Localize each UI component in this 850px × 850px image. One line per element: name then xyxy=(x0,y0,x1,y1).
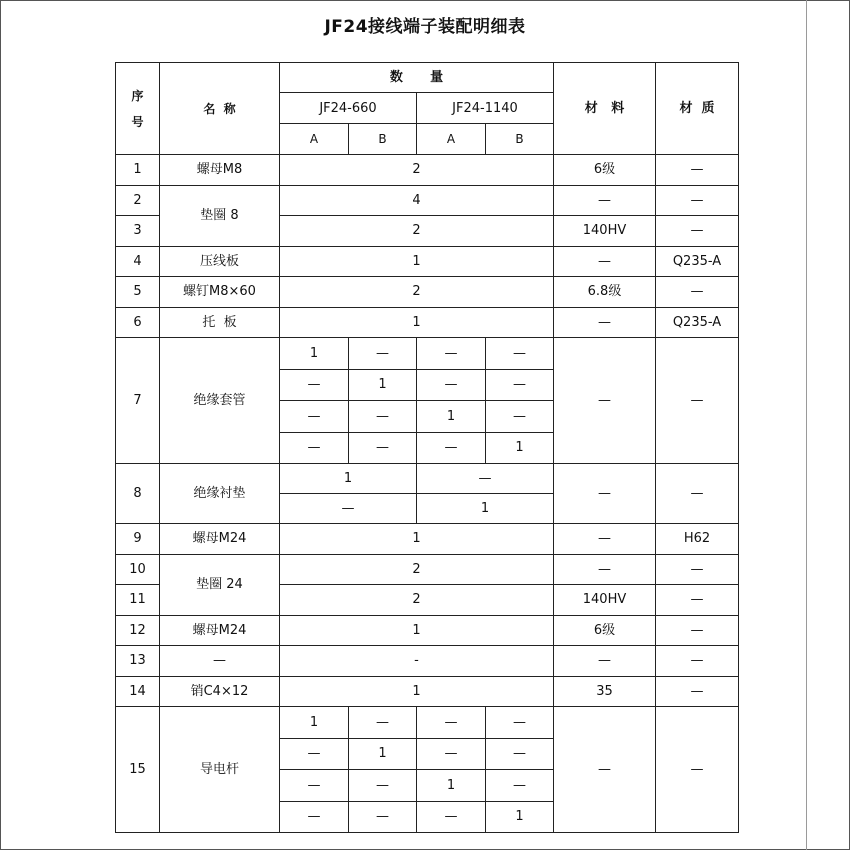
item-material: — xyxy=(554,307,656,338)
item-qty-cell: 1 xyxy=(349,738,417,770)
item-material: — xyxy=(554,524,656,555)
item-quality: Q235-A xyxy=(656,246,739,277)
item-qty-cell: — xyxy=(280,770,349,802)
item-qty: 2 xyxy=(280,277,554,308)
item-qty-cell: — xyxy=(417,338,486,370)
item-no: 6 xyxy=(116,307,160,338)
item-quality: — xyxy=(656,585,739,616)
item-qty-cell: — xyxy=(417,707,486,739)
item-material: 140HV xyxy=(554,585,656,616)
item-qty-cell: — xyxy=(417,801,486,833)
item-no: 3 xyxy=(116,216,160,247)
item-quality: — xyxy=(656,155,739,186)
item-quality: — xyxy=(656,338,739,464)
item-qty-cell: — xyxy=(486,338,554,370)
table-row xyxy=(116,277,739,308)
item-name: 销C4×12 xyxy=(160,676,280,707)
item-no: 4 xyxy=(116,246,160,277)
item-name: 压线板 xyxy=(160,246,280,277)
header-model-1140: JF24-1140 xyxy=(417,93,554,124)
table-row xyxy=(116,246,739,277)
item-qty: 1 xyxy=(280,524,554,555)
header-quality: 材 质 xyxy=(656,63,739,155)
item-material: — xyxy=(554,646,656,677)
table-row xyxy=(116,185,739,216)
item-qty: 1 xyxy=(280,615,554,646)
item-name: 螺母M24 xyxy=(160,615,280,646)
table-row xyxy=(116,646,739,677)
item-qty-cell: — xyxy=(486,401,554,433)
item-material: 6级 xyxy=(554,155,656,186)
item-qty: 1 xyxy=(280,307,554,338)
item-no: 11 xyxy=(116,585,160,616)
item-qty-cell: 1 xyxy=(417,770,486,802)
table-row xyxy=(116,307,739,338)
item-no: 5 xyxy=(116,277,160,308)
table-row xyxy=(116,464,739,494)
header-col-a: A xyxy=(280,124,349,155)
item-quality: — xyxy=(656,615,739,646)
item-no: 9 xyxy=(116,524,160,555)
item-qty-cell: 1 xyxy=(417,401,486,433)
item-qty-cell: — xyxy=(280,801,349,833)
item-no: 1 xyxy=(116,155,160,186)
table-row xyxy=(116,615,739,646)
item-qty-cell: — xyxy=(349,801,417,833)
item-qty: 1 xyxy=(280,246,554,277)
item-name: 螺母M8 xyxy=(160,155,280,186)
item-qty: 4 xyxy=(280,185,554,216)
item-name: — xyxy=(160,646,280,677)
item-quality: — xyxy=(656,646,739,677)
item-quality: Q235-A xyxy=(656,307,739,338)
item-qty-cell: — xyxy=(349,338,417,370)
item-name: 绝缘衬垫 xyxy=(160,464,280,524)
header-quantity: 数 量 xyxy=(280,63,554,93)
item-no: 8 xyxy=(116,464,160,524)
item-qty-cell: — xyxy=(280,401,349,433)
item-quality: — xyxy=(656,707,739,833)
item-material: 140HV xyxy=(554,216,656,247)
item-name: 导电杆 xyxy=(160,707,280,833)
item-qty-cell: — xyxy=(280,432,349,464)
item-qty: - xyxy=(280,646,554,677)
table-row xyxy=(116,676,739,707)
item-qty-cell: — xyxy=(349,401,417,433)
item-qty-cell: 1 xyxy=(349,369,417,401)
item-quality: — xyxy=(656,554,739,585)
item-qty-cell: — xyxy=(349,707,417,739)
binding-line xyxy=(806,0,807,850)
item-material: 6.8级 xyxy=(554,277,656,308)
item-name: 托 板 xyxy=(160,307,280,338)
item-quality: H62 xyxy=(656,524,739,555)
header-col-b: B xyxy=(349,124,417,155)
item-qty: 2 xyxy=(280,155,554,186)
item-qty-cell: — xyxy=(349,770,417,802)
item-no: 15 xyxy=(116,707,160,833)
item-no: 14 xyxy=(116,676,160,707)
item-quality: — xyxy=(656,464,739,524)
item-qty-cell: — xyxy=(486,369,554,401)
item-material: — xyxy=(554,464,656,524)
item-qty-cell: — xyxy=(417,369,486,401)
item-material: 35 xyxy=(554,676,656,707)
item-qty-cell: 1 xyxy=(280,464,417,494)
item-quality: — xyxy=(656,277,739,308)
item-no: 7 xyxy=(116,338,160,464)
table-row xyxy=(116,524,739,555)
header-col-a: A xyxy=(417,124,486,155)
item-name: 垫圈 8 xyxy=(160,185,280,246)
item-qty-cell: — xyxy=(349,432,417,464)
header-model-660: JF24-660 xyxy=(280,93,417,124)
header-material: 材 料 xyxy=(554,63,656,155)
item-qty-cell: — xyxy=(486,707,554,739)
item-material: — xyxy=(554,338,656,464)
item-qty: 2 xyxy=(280,216,554,247)
item-quality: — xyxy=(656,185,739,216)
item-qty-cell: — xyxy=(417,738,486,770)
header-name: 名 称 xyxy=(160,63,280,155)
item-qty: 2 xyxy=(280,585,554,616)
item-name: 垫圈 24 xyxy=(160,554,280,615)
item-qty-cell: 1 xyxy=(280,707,349,739)
item-name: 螺钉M8×60 xyxy=(160,277,280,308)
item-qty-cell: 1 xyxy=(280,338,349,370)
item-no: 2 xyxy=(116,185,160,216)
table-row xyxy=(116,338,739,370)
item-material: — xyxy=(554,707,656,833)
table-row xyxy=(116,155,739,186)
item-material: — xyxy=(554,246,656,277)
item-material: — xyxy=(554,554,656,585)
item-qty-cell: — xyxy=(417,432,486,464)
item-no: 13 xyxy=(116,646,160,677)
item-name: 螺母M24 xyxy=(160,524,280,555)
item-qty-cell: — xyxy=(486,738,554,770)
item-material: — xyxy=(554,185,656,216)
item-no: 10 xyxy=(116,554,160,585)
item-no: 12 xyxy=(116,615,160,646)
item-qty: 2 xyxy=(280,554,554,585)
item-qty-cell: — xyxy=(280,494,417,524)
item-material: 6级 xyxy=(554,615,656,646)
table-row xyxy=(116,554,739,585)
item-qty-cell: — xyxy=(280,738,349,770)
table-row xyxy=(116,707,739,739)
item-qty-cell: — xyxy=(280,369,349,401)
bom-table xyxy=(115,62,739,833)
item-qty-cell: 1 xyxy=(486,801,554,833)
item-qty-cell: 1 xyxy=(417,494,554,524)
item-qty-cell: — xyxy=(417,464,554,494)
item-quality: — xyxy=(656,216,739,247)
item-quality: — xyxy=(656,676,739,707)
header-seq-text: 序号 xyxy=(131,88,144,129)
page-title: JF24接线端子装配明细表 xyxy=(324,17,526,37)
item-name: 绝缘套管 xyxy=(160,338,280,464)
header-seq xyxy=(116,63,160,155)
header-col-b: B xyxy=(486,124,554,155)
item-qty-cell: — xyxy=(486,770,554,802)
item-qty: 1 xyxy=(280,676,554,707)
item-qty-cell: 1 xyxy=(486,432,554,464)
